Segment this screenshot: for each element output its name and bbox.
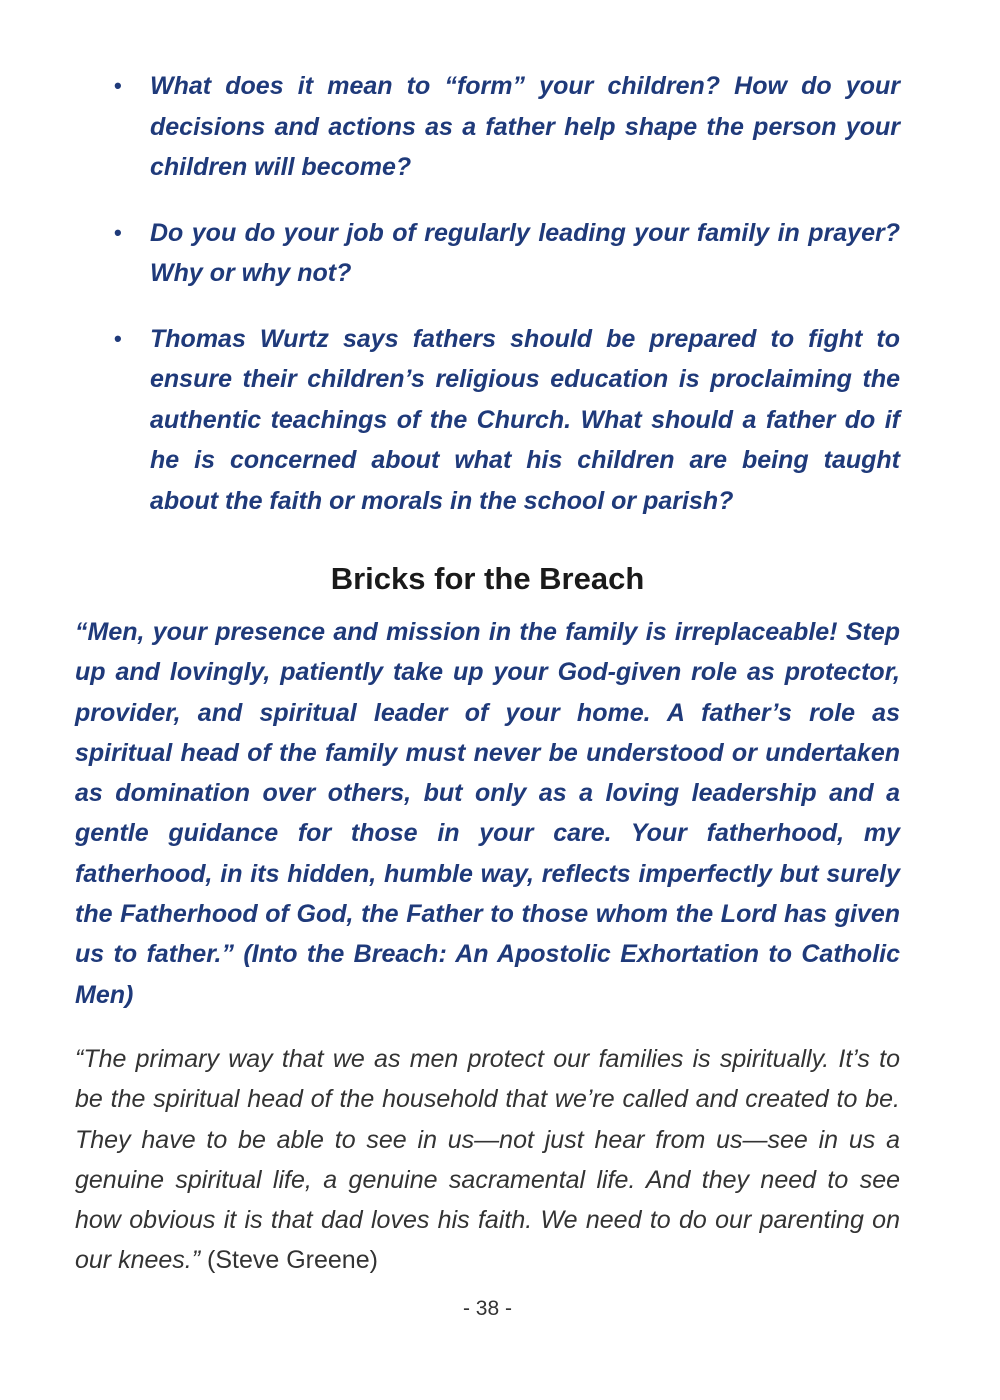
- bullet-icon: •: [114, 73, 122, 98]
- question-text: Thomas Wurtz says fathers should be prepared to fight to ensure their children’s religious education is proclaiming the authentic teachings of the Church. What should a father do if he is concerned about what his children are being taught about the faith or morals in the school or parish?: [150, 324, 900, 515]
- section-heading: Bricks for the Breach: [330, 561, 645, 596]
- bullet-icon: •: [114, 219, 122, 245]
- exhortation-quote: “Men, your presence and mission in the family is irreplaceable! Step up and lovingly, patiently take up your God-given role as protector, provider, and spiritual leader of your home. A father’s role as spiritual head of the family must never be understood or undertaken as domination over others, but only as a loving leadership and a gentle guidance for those in your care. Your fatherhood, my fatherhood, in its hidden, humble way, reflects imperfectly but surely the Fatherhood of God, the Father to those whom the Lord has given us to father.” (Into the Breach: An Apostolic Exhortation to Catholic Men): [75, 618, 900, 1009]
- quote-attribution: (Steve Greene): [207, 1246, 378, 1275]
- steve-greene-quote: [75, 1039, 900, 1281]
- quote-text: “The primary way that we as men protect our families is spiritually. It’s to be the spiritual head of the household that we’re called and created to be. They have to be able to see in us—not just hear from us—see in us a genuine spiritual life, a genuine sacramental life. And they need to see how obvious it is that dad loves his faith. We need to do our parenting on our knees.”: [75, 1045, 900, 1275]
- discussion-question: [110, 66, 900, 188]
- question-text: What does it mean to “form” your children? How do your decisions and actions as a father help shape the person your children will become?: [150, 72, 900, 181]
- question-text: Do you do your job of regularly leading your family in prayer? Why or why not?: [150, 218, 900, 287]
- page-number: - 38 -: [462, 1297, 512, 1320]
- discussion-questions-list: [110, 66, 900, 546]
- bullet-icon: •: [114, 325, 122, 351]
- discussion-question: [110, 319, 900, 522]
- discussion-question: [110, 213, 900, 294]
